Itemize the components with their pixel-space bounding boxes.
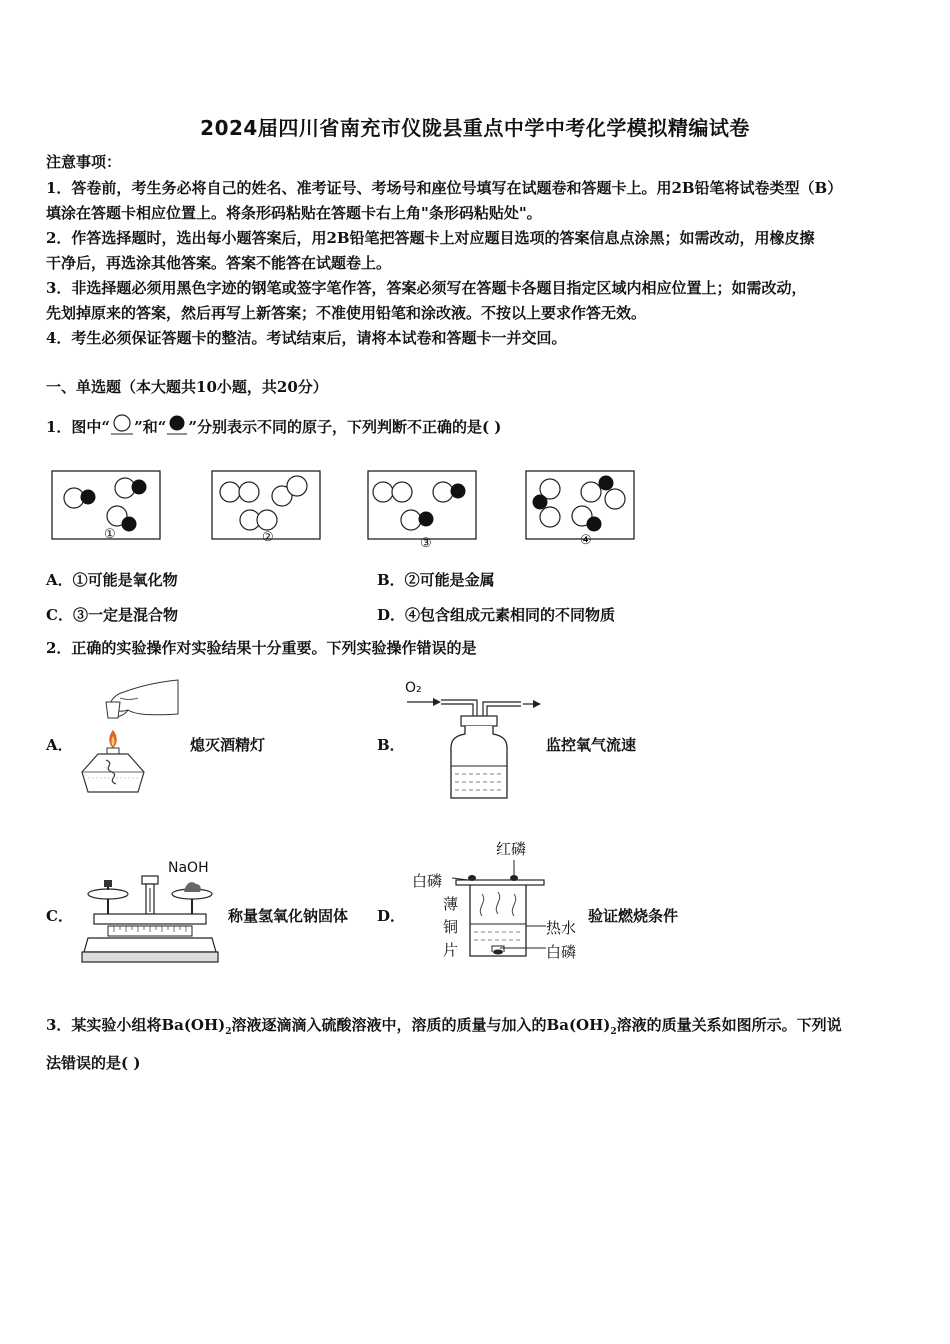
q2-option-b-caption: 监控氧气流速 [546,736,637,754]
white-phosphorus-top-label: 白磷 [412,872,443,890]
particle-box-2 [212,471,320,539]
gas-bottle-illustration [405,676,545,802]
q1-option-a[interactable]: A．①可能是氧化物 [46,571,178,589]
q2-option-d-caption: 验证燃烧条件 [588,907,679,925]
oxygen-label: O₂ [405,680,422,696]
alcohol-lamp-blowing-illustration [76,674,184,798]
box-label-1: ① [104,527,116,542]
notice-line-5: 3．非选择题必须用黑色字迹的钢笔或签字笔作答，答案必须写在答题卡各题目指定区域内相应位置上；如需改动， [46,279,807,297]
q3-subscript-2: 2 [610,1027,617,1037]
naoh-label: NaOH [168,860,209,876]
q1-stem [46,414,916,437]
q1-particle-diagrams [50,468,650,548]
filled-circle-atom-icon [166,414,188,436]
box-label-2: ② [262,530,274,545]
q2-stem: 2．正确的实验操作对实验结果十分重要。下列实验操作错误的是 [46,639,477,657]
red-phosphorus-label: 红磷 [496,840,527,858]
q1-stem-part2: ”和“ [134,418,167,436]
q1-stem-part3: ”分别表示不同的原子，下列判断不正确的是( ) [188,418,502,436]
q2-option-a-letter[interactable]: A． [46,736,73,754]
open-circle-atom-icon [110,414,134,436]
notice-line-6: 先划掉原来的答案，然后再写上新答案；不准使用铅笔和涂改液。不按以上要求作答无效。 [46,304,647,322]
box-label-3: ③ [420,536,432,551]
q3-stem-line1 [46,1014,916,1037]
notice-line-2: 填涂在答题卡相应位置上。将条形码粘贴在答题卡右上角"条形码粘贴处"。 [46,204,542,222]
white-phosphorus-bottom-label: 白磷 [546,943,577,961]
q3-text-a: 3．某实验小组将Ba(OH) [46,1016,226,1034]
q3-text-c: 溶液的质量关系如图所示。下列说 [616,1016,842,1034]
page-title: 2024届四川省南充市仪陇县重点中学中考化学模拟精编试卷 [200,116,750,140]
q1-option-d[interactable]: D．④包含组成元素相同的不同物质 [377,606,616,624]
notice-heading: 注意事项： [46,153,122,171]
q3-text-b: 溶液逐滴滴入硫酸溶液中，溶质的质量与加入的Ba(OH) [231,1016,611,1034]
q3-stem-line2: 法错误的是( ) [46,1054,141,1072]
q2-option-a-caption: 熄灭酒精灯 [190,736,266,754]
q3-subscript-1: 2 [225,1027,232,1037]
notice-line-3: 2．作答选择题时，选出每小题答案后，用2B铅笔把答题卡上对应题目选项的答案信息点涂黑；如需改动，用橡皮擦 [46,229,815,247]
notice-line-4: 干净后，再选涂其他答案。答案不能答在试题卷上。 [46,254,392,272]
q1-option-b[interactable]: B．②可能是金属 [377,571,495,589]
copper-label-3: 片 [443,941,459,959]
q1-option-c[interactable]: C．③一定是混合物 [46,606,178,624]
hot-water-label: 热水 [546,919,577,937]
box-label-4: ④ [580,533,592,548]
q2-option-c-caption: 称量氢氧化钠固体 [228,907,349,925]
balance-illustration [80,872,222,968]
q2-option-c-letter[interactable]: C． [46,907,73,925]
particle-box-3 [368,471,476,539]
q2-option-b-letter[interactable]: B． [377,736,405,754]
copper-label-2: 铜 [443,918,459,936]
particle-box-4 [526,471,634,539]
section-heading: 一、单选题（本大题共10小题，共20分） [46,378,328,396]
q1-stem-part1: 1．图中“ [46,418,111,436]
notice-line-1: 1．答卷前，考生务必将自己的姓名、准考证号、考场号和座位号填写在试题卷和答题卡上。用2B铅笔将试卷类型（B） [46,179,843,197]
copper-label-1: 薄 [443,895,459,913]
combustion-beaker-illustration [448,856,548,960]
q2-option-d-letter[interactable]: D． [377,907,406,925]
notice-line-7: 4．考生必须保证答题卡的整洁。考试结束后，请将本试卷和答题卡一并交回。 [46,329,567,347]
